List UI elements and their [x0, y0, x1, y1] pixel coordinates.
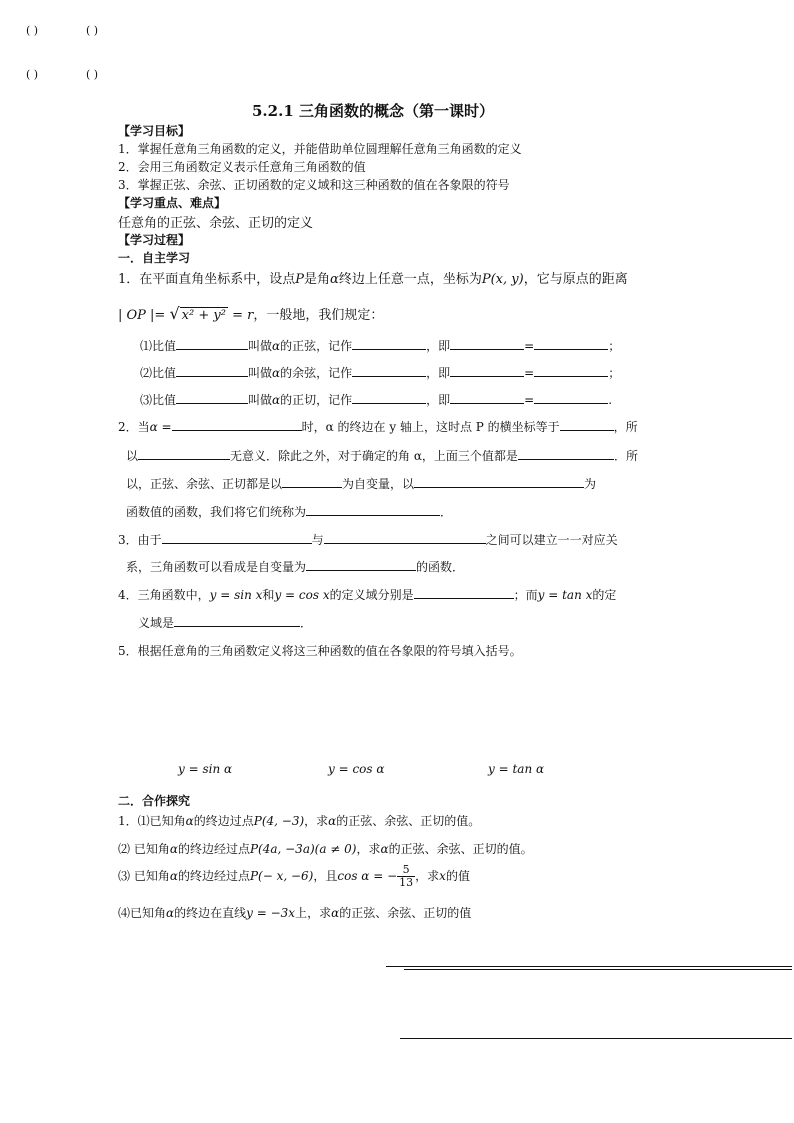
divider [404, 969, 792, 970]
ex-text: ⑵ 已知角 [118, 842, 170, 856]
blank[interactable] [174, 614, 300, 627]
ex-point: P(4, −3) [253, 814, 305, 828]
blank[interactable] [176, 364, 248, 377]
section-heading: 二．合作探究 [118, 794, 191, 808]
q2-text: ． [440, 505, 453, 519]
def-alpha: α [272, 366, 281, 380]
func-label-tan: y = tan α [488, 762, 545, 776]
def-text: 叫做 [248, 366, 273, 380]
q2-text: ，所 [613, 420, 638, 434]
def-text: 的余弦，记作 [280, 366, 353, 380]
corner-mark: ( ) [26, 24, 39, 37]
blank[interactable] [352, 337, 426, 350]
def-text: = [524, 393, 535, 407]
def-alpha: α [272, 393, 281, 407]
q3-text: 3．由于 [118, 533, 162, 547]
def-text: = [524, 339, 535, 353]
ex-text: 1．⑴已知角 [118, 814, 186, 828]
blank[interactable] [518, 447, 614, 460]
ex-text: 上，求 [295, 906, 332, 920]
blank[interactable] [450, 337, 524, 350]
keypoints-text: 任意角的正弦、余弦、正切的定义 [118, 216, 314, 231]
def-text: 的正切，记作 [280, 393, 353, 407]
blank[interactable] [162, 531, 312, 544]
question-1 [118, 268, 628, 287]
distance-formula [118, 304, 383, 323]
question-3-line [118, 531, 618, 548]
question-2-line [126, 503, 452, 520]
question-4-line [138, 614, 312, 631]
q2-text: 2．当 [118, 420, 150, 434]
divider [400, 1038, 792, 1039]
eq-r: = r [232, 308, 254, 323]
definition-row [140, 391, 612, 408]
cos-expr: cos α = − [337, 869, 398, 883]
def-text: ； [608, 366, 621, 380]
ex-point: P(4a, −3a)(a ≠ 0) [249, 842, 357, 856]
process-heading: 【学习过程】 [118, 233, 191, 247]
q2-text: 为 [584, 477, 597, 491]
blank[interactable] [414, 475, 584, 488]
op-label: | OP |= [118, 308, 166, 323]
question-3-line [126, 558, 464, 575]
ex-text: ，求 [356, 842, 381, 856]
objective-item: 3．掌握正弦、余弦、正切函数的定义域和这三种函数的值在各象限的符号 [118, 178, 510, 192]
blank[interactable] [534, 391, 608, 404]
def-label: ⑶比值 [140, 393, 177, 407]
cos-func: y = cos x [274, 588, 330, 602]
q4-text: 的定 [592, 588, 617, 602]
numerator: 5 [397, 864, 415, 877]
blank[interactable] [282, 475, 342, 488]
def-text: = [524, 366, 535, 380]
q3-text: 与 [311, 533, 324, 547]
denominator: 13 [399, 876, 414, 889]
def-text: ，即 [426, 339, 451, 353]
q1-coord: P(x, y) [481, 272, 524, 287]
q2-text: 函数值的函数，我们将它们统称为 [126, 505, 307, 519]
ex-text: ，且 [313, 869, 338, 883]
q1-text: 1．在平面直角坐标系中，设点 [118, 272, 296, 287]
def-text: 叫做 [248, 339, 273, 353]
ex-text: 的终边过点 [193, 814, 254, 828]
q2-text: ．所 [613, 449, 638, 463]
blank[interactable] [138, 447, 230, 460]
line-eq: y = −3x [246, 906, 296, 920]
blank[interactable] [534, 364, 608, 377]
exercise-3 [118, 864, 470, 889]
ex-text: ，求 [304, 814, 329, 828]
exercise-1 [118, 812, 480, 829]
ex-alpha: α [169, 842, 178, 856]
blank[interactable] [450, 391, 524, 404]
tan-func: y = tan x [537, 588, 593, 602]
q3-text: 之间可以建立一一对应关 [485, 533, 618, 547]
def-text: 的正弦，记作 [280, 339, 353, 353]
def-text: ，即 [426, 393, 451, 407]
q4-text: ． [300, 616, 313, 630]
section-heading: 一．自主学习 [118, 251, 191, 265]
sqrt-icon: √ [169, 304, 180, 323]
blank[interactable] [176, 391, 248, 404]
ex-alpha: α [169, 869, 178, 883]
ex-text: ，求 [415, 869, 440, 883]
ex-var: x [439, 869, 446, 883]
ex-text: 的正弦、余弦、正切的值。 [388, 842, 533, 856]
blank[interactable] [352, 391, 426, 404]
objective-item: 2．会用三角函数定义表示任意角三角函数的值 [118, 160, 366, 174]
exercise-4 [118, 904, 471, 921]
q2-text: 为自变量，以 [342, 477, 415, 491]
blank[interactable] [534, 337, 608, 350]
question-2-line [126, 447, 638, 464]
ex-alpha: α [166, 906, 175, 920]
blank[interactable] [324, 531, 486, 544]
objectives-heading: 【学习目标】 [118, 124, 191, 138]
def-label: ⑵比值 [140, 366, 177, 380]
ex-point: P(− x, −6) [249, 869, 314, 883]
q1-point: P [295, 272, 305, 287]
ex-text: ⑶ 已知角 [118, 869, 170, 883]
q4-text: 的定义域分别是 [329, 588, 414, 602]
q2-text: 以，正弦、余弦、正切都是以 [126, 477, 283, 491]
q1-text: 是角 [304, 272, 331, 287]
ex-text: 的值 [445, 869, 470, 883]
ex-alpha: α [380, 842, 389, 856]
blank[interactable] [176, 337, 248, 350]
q2-text: 以 [126, 449, 139, 463]
sin-func: y = sin x [209, 588, 263, 602]
ex-text: 的正弦、余弦、正切的值。 [336, 814, 481, 828]
q4-text: 和 [262, 588, 275, 602]
q2-text: α 的终边在 y 轴上，这时点 P 的横坐标等于 [325, 420, 560, 434]
exercise-2 [118, 840, 533, 857]
definition-row [140, 364, 620, 381]
func-label-cos: y = cos α [328, 762, 385, 776]
question-2-line [126, 475, 596, 492]
q2-text: 时， [301, 420, 326, 434]
q3-text: 系，三角函数可以看成是自变量为 [126, 560, 307, 574]
ex-text: 的终边经过点 [177, 842, 250, 856]
ex-text: 的终边经过点 [177, 869, 250, 883]
question-4-line [118, 586, 616, 603]
page-title: 5.2.1 三角函数的概念（第一课时） [252, 102, 494, 120]
def-text: 叫做 [248, 393, 273, 407]
fraction [397, 864, 415, 889]
def-text: ，即 [426, 366, 451, 380]
blank[interactable] [306, 503, 440, 516]
corner-mark: ( ) [86, 24, 99, 37]
corner-mark: ( ) [86, 68, 99, 81]
def-alpha: α [272, 339, 281, 353]
ex-text: 的终边在直线 [174, 906, 247, 920]
q2-text: 无意义．除此之外，对于确定的角 α，上面三个值都是 [230, 449, 518, 463]
q3-text: 的函数． [416, 560, 465, 574]
divider [386, 966, 792, 967]
q4-text: 4．三角函数中， [118, 588, 210, 602]
func-label-sin: y = sin α [178, 762, 233, 776]
q2-alpha: α = [149, 420, 172, 434]
q1-text: ，一般地，我们规定： [253, 308, 384, 323]
objective-item: 1．掌握任意角三角函数的定义，并能借助单位圆理解任意角三角函数的定义 [118, 142, 522, 156]
def-text: . [608, 393, 613, 407]
q4-text: 义域是 [138, 616, 175, 630]
ex-alpha: α [328, 814, 337, 828]
q1-text: ，它与原点的距离 [523, 272, 628, 287]
def-label: ⑴比值 [140, 339, 177, 353]
question-2-line [118, 418, 638, 435]
keypoints-heading: 【学习重点、难点】 [118, 196, 227, 210]
ex-text: ⑷已知角 [118, 906, 167, 920]
q4-text: ；而 [513, 588, 538, 602]
q1-text: 终边上任意一点，坐标为 [338, 272, 482, 287]
q1-alpha: α [330, 272, 339, 287]
ex-text: 的正弦、余弦、正切的值 [339, 906, 472, 920]
blank[interactable] [306, 558, 416, 571]
blank[interactable] [560, 418, 614, 431]
radicand: x² + y² [181, 308, 226, 323]
question-5: 5．根据任意角的三角函数定义将这三种函数的值在各象限的符号填入括号。 [118, 644, 522, 658]
ex-alpha: α [185, 814, 194, 828]
blank[interactable] [352, 364, 426, 377]
blank[interactable] [172, 418, 302, 431]
blank[interactable] [450, 364, 524, 377]
blank[interactable] [414, 586, 514, 599]
def-text: ； [608, 339, 621, 353]
ex-alpha: α [331, 906, 340, 920]
definition-row [140, 337, 620, 354]
corner-mark: ( ) [26, 68, 39, 81]
